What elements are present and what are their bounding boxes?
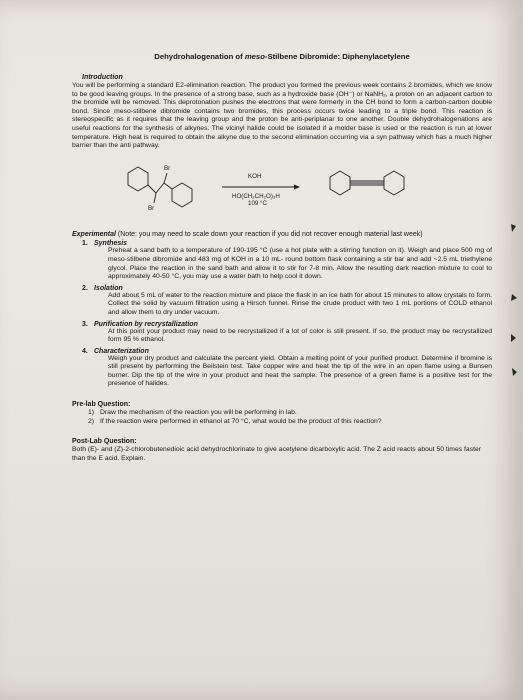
step-text: Preheat a sand bath to a temperature of 190-195 °C (use a hot plate with a stirring function on it). Weigh and place 500 mg of meso-stilbene dibromide and 483 mg of KOH in a 10 mL- round bottom flask containing a stir bar and add ~2.5 mL triethylene glycol. Place the reaction in the sand bath and allow it to stir for 7-8 min. Allow the resulting dark reaction mixture to cool to approximately 40-50 °C, you may use a water bath to help cool it down. (108, 247, 492, 281)
step-number: 4. (82, 347, 88, 355)
experimental-note: (Note: you may need to scale down your reaction if you did not recover enough material last week) (115, 230, 423, 238)
experimental-section (72, 231, 492, 240)
experimental-steps (72, 240, 492, 389)
step-text: Add about 5 mL of water to the reaction mixture and place the flask in an ice bath for about 15 minutes to allow crystals to form. Collect the solid by vacuum filtration using a Hirsch funnel. Rinse the crude product with two 1 mL portions of COLD ethanol and allow them to dry under vacuum. (108, 291, 492, 316)
prelab-heading: Pre-lab Question: (72, 401, 131, 409)
temperature-label: 109 °C (248, 199, 267, 207)
product-phenyl-ring-left (330, 171, 350, 195)
introduction-text: You will be performing a standard E2-elimination reaction. The product you formed the previous week contains 2 bromides, which we know to be good leaving groups. In the presence of a strong base, such as a hydroxide base (OH⁻) or NaNH₂, a proton on an adjacent carbon to the bromide will be removed. This deprotonation pushes the electrons that were formerly in the CH bond to form a carbon-carbon double bond. Since meso-stilbene dibromide contains two bromides, this process occurs twice leading to a triple bond. This reaction is stereospecific as it requires that the leaving group and the proton be anti-periplanar to one another. Double dehydrohalogenations are useful reactions for the synthesis of alkynes. The vicinyl halide could be isolated if a molder base is used or the reaction is run at lower temperature. High heat is required to obtain the alkyne due to the second elimination occurring via a syn pathway which has a much higher barrier than the anti pathway. (72, 82, 492, 150)
title-prefix: Dehydrohalogenation of (154, 52, 245, 61)
step-number: 3. (82, 320, 88, 328)
handout-content (72, 52, 492, 463)
title-suffix: -Stilbene Dibromide: Diphenylacetylene (264, 52, 410, 61)
step-heading: Synthesis (94, 240, 128, 248)
introduction-section (72, 74, 492, 151)
prelab-section (72, 401, 492, 426)
reaction-scheme-drawing (72, 157, 492, 225)
reagent-label: KOH (248, 172, 262, 180)
solvent-label: HO(CH₂CH₂O)₃H (232, 192, 280, 200)
step-synthesis (72, 240, 492, 281)
step-isolation (72, 285, 492, 318)
step-heading: Characterization (94, 347, 149, 355)
step-text: At this point your product may need to be recrystallized if a lot of color is still present. If so, the product may be recrystallized form 95 % ethanol. (108, 327, 492, 344)
arrow-head (294, 184, 300, 189)
prelab-question: 2) If the reaction were performed in ethanol at 70 °C, what would be the product of this reaction? (88, 417, 382, 425)
bromine-label-bottom: Br (148, 204, 155, 212)
experimental-heading: Experimental (72, 230, 116, 238)
reactant-phenyl-ring-left (128, 167, 148, 191)
step-heading: Isolation (94, 284, 123, 292)
step-heading: Purification by recrystallization (94, 320, 198, 328)
product-phenyl-ring-right (384, 171, 404, 195)
step-number: 1. (82, 240, 88, 248)
title-italic: meso (244, 52, 265, 61)
reaction-scheme (72, 157, 492, 225)
postlab-question: Both (E)- and (Z)-2-chlorobutenedioic acid dehydrochlorinate to give acetylene dicarboxylic acid. The Z acid reacts about 50 times faster than the E acid. Explain. (72, 446, 482, 462)
step-characterization (72, 348, 492, 389)
postlab-heading: Post-Lab Question: (72, 438, 137, 446)
page-edge-marks (505, 0, 519, 700)
step-number: 2. (82, 284, 88, 292)
bromine-label-top: Br (164, 164, 171, 172)
introduction-heading: Introduction (82, 74, 123, 81)
step-purification (72, 321, 492, 345)
document-title (72, 52, 492, 61)
postlab-section (72, 438, 492, 463)
reactant-phenyl-ring-right (172, 183, 192, 207)
step-text: Weigh your dry product and calculate the percent yield. Obtain a melting point of your purified product. Determine if bromine is still present by performing the Beilstein test. Take copper wire and heat the tip of the wire in an open flame using a Bunsen burner. Dip the tip of the wire in your product and heat the sample. The presence of a green flame is a positive test for the presence of halides. (108, 354, 492, 388)
prelab-question: 1) Draw the mechanism of the reaction you will be performing in lab. (88, 409, 297, 417)
